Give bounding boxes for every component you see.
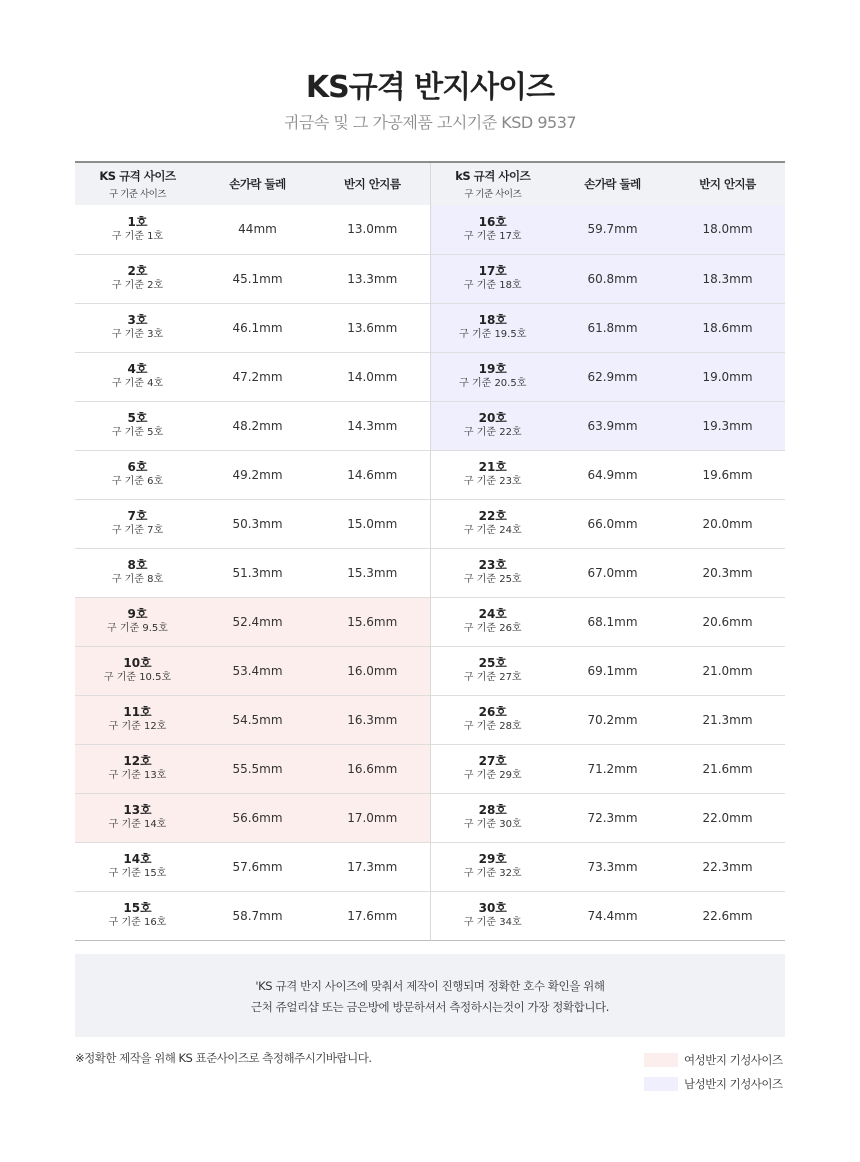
right-size: 23호 xyxy=(478,558,507,572)
legend-female-label: 여성반지 기성사이즈 xyxy=(684,1053,783,1067)
right-size-cell xyxy=(430,254,555,303)
right-size: 20호 xyxy=(478,411,507,425)
right-size: 26호 xyxy=(478,705,507,719)
left-old-size: 구 기준 1호 xyxy=(111,230,164,242)
right-diameter: 22.3mm xyxy=(702,859,753,874)
table-header-row xyxy=(75,162,785,205)
header-right-size xyxy=(430,162,555,205)
right-size-cell xyxy=(430,499,555,548)
left-size: 11호 xyxy=(123,705,152,719)
left-circumference: 52.4mm xyxy=(200,597,315,646)
right-diameter: 21.0mm xyxy=(702,663,753,678)
left-diameter: 15.0mm xyxy=(347,516,398,531)
left-circumference: 56.6mm xyxy=(200,793,315,842)
left-diameter: 15.3mm xyxy=(347,565,398,580)
table-row xyxy=(75,499,785,548)
left-size-cell xyxy=(75,450,200,499)
right-size-cell xyxy=(430,695,555,744)
left-old-size: 구 기준 2호 xyxy=(111,280,164,291)
right-circumference: 72.3mm xyxy=(587,810,638,825)
right-old-size: 구 기준 25호 xyxy=(463,574,522,585)
right-circumference: 68.1mm xyxy=(587,614,638,629)
right-diameter: 20.3mm xyxy=(702,565,753,580)
right-diameter: 19.0mm xyxy=(670,352,785,401)
left-size: 2호 xyxy=(127,264,148,278)
header-left-size-label: KS 규격 사이즈 xyxy=(99,169,176,183)
table-row xyxy=(75,450,785,499)
right-diameter: 19.6mm xyxy=(702,467,753,482)
left-old-size: 구 기준 9.5호 xyxy=(107,623,168,634)
left-size-cell xyxy=(75,695,200,744)
left-circumference: 47.2mm xyxy=(232,369,283,384)
right-old-size: 구 기준 34호 xyxy=(463,917,522,928)
right-circumference: 69.1mm xyxy=(587,663,638,678)
right-old-size: 구 기준 24호 xyxy=(463,525,522,536)
right-size-cell xyxy=(430,842,555,891)
right-circumference: 59.7mm xyxy=(555,205,670,254)
right-circumference: 71.2mm xyxy=(587,761,638,776)
right-size: 27호 xyxy=(478,754,507,768)
left-size: 12호 xyxy=(123,754,152,768)
right-size: 21호 xyxy=(478,460,507,474)
left-circumference: 55.5mm xyxy=(200,744,315,793)
right-old-size: 구 기준 28호 xyxy=(463,721,522,732)
left-size-cell xyxy=(75,499,200,548)
left-size-cell xyxy=(75,352,200,401)
left-circumference: 54.5mm xyxy=(200,695,315,744)
left-size: 13호 xyxy=(123,803,152,817)
right-size-cell xyxy=(430,401,555,450)
header-right-size-label: kS 규격 사이즈 xyxy=(455,169,531,183)
right-size: 18호 xyxy=(478,313,507,327)
header-right-diameter: 반지 안지름 xyxy=(699,177,756,191)
left-size-cell xyxy=(75,744,200,793)
left-diameter: 13.0mm xyxy=(347,222,398,237)
right-size-cell xyxy=(430,548,555,597)
header-left-circumference: 손가락 둘레 xyxy=(229,177,286,191)
left-old-size: 구 기준 8호 xyxy=(111,574,164,585)
right-old-size: 구 기준 23호 xyxy=(463,476,522,487)
table-row xyxy=(75,842,785,891)
right-size-cell xyxy=(430,303,555,352)
right-circumference: 60.8mm xyxy=(555,254,670,303)
left-size-cell xyxy=(75,891,200,940)
left-old-size: 구 기준 6호 xyxy=(111,476,164,487)
right-circumference: 64.9mm xyxy=(587,467,638,482)
right-circumference: 63.9mm xyxy=(555,401,670,450)
left-circumference: 48.2mm xyxy=(232,418,283,433)
right-diameter: 22.6mm xyxy=(702,908,753,923)
right-circumference: 74.4mm xyxy=(587,908,638,923)
left-old-size: 구 기준 16호 xyxy=(108,917,167,928)
left-circumference: 57.6mm xyxy=(232,859,283,874)
right-diameter: 22.0mm xyxy=(702,810,753,825)
note-line-1: 'KS 규격 반지 사이즈에 맞춰서 제작이 진행되며 정확한 호수 확인을 위해 xyxy=(255,979,605,993)
right-diameter: 21.3mm xyxy=(702,712,753,727)
left-size-cell xyxy=(75,646,200,695)
left-diameter: 17.3mm xyxy=(347,859,398,874)
left-old-size: 구 기준 10.5호 xyxy=(103,672,172,683)
right-circumference: 70.2mm xyxy=(587,712,638,727)
right-diameter: 21.6mm xyxy=(702,761,753,776)
left-old-size: 구 기준 5호 xyxy=(111,427,164,438)
left-circumference: 58.7mm xyxy=(232,908,283,923)
right-size-cell xyxy=(430,646,555,695)
right-size: 22호 xyxy=(478,509,507,523)
left-diameter: 16.3mm xyxy=(315,695,430,744)
table-row xyxy=(75,303,785,352)
right-old-size: 구 기준 26호 xyxy=(463,623,522,634)
right-size-cell xyxy=(430,744,555,793)
table-row xyxy=(75,548,785,597)
left-size: 3호 xyxy=(127,313,148,327)
left-size: 1호 xyxy=(127,214,148,229)
right-size-cell xyxy=(430,793,555,842)
left-diameter: 13.6mm xyxy=(347,320,398,335)
left-size-cell xyxy=(75,401,200,450)
left-diameter: 14.3mm xyxy=(347,418,398,433)
left-old-size: 구 기준 3호 xyxy=(111,329,164,340)
left-diameter: 14.6mm xyxy=(347,467,398,482)
left-old-size: 구 기준 14호 xyxy=(108,819,167,830)
right-old-size: 구 기준 29호 xyxy=(463,770,522,781)
table-row xyxy=(75,793,785,842)
ring-size-table xyxy=(75,161,785,941)
left-diameter: 16.6mm xyxy=(315,744,430,793)
left-circumference: 46.1mm xyxy=(232,320,283,335)
right-circumference: 67.0mm xyxy=(587,565,638,580)
left-circumference: 44mm xyxy=(238,222,277,237)
left-size-cell xyxy=(75,205,200,254)
right-circumference: 73.3mm xyxy=(587,859,638,874)
right-old-size: 구 기준 19.5호 xyxy=(459,329,527,340)
left-size: 4호 xyxy=(127,362,148,376)
left-size: 6호 xyxy=(127,460,148,474)
left-old-size: 구 기준 12호 xyxy=(108,721,167,732)
left-size: 15호 xyxy=(123,901,152,915)
right-size-cell xyxy=(430,597,555,646)
legend-male xyxy=(644,1076,789,1092)
right-diameter: 19.3mm xyxy=(670,401,785,450)
left-size: 10호 xyxy=(123,656,152,670)
left-size: 14호 xyxy=(123,852,152,866)
table-row xyxy=(75,891,785,940)
table-row xyxy=(75,597,785,646)
header-right-size-sub: 구 기준 사이즈 xyxy=(464,189,522,200)
left-old-size: 구 기준 7호 xyxy=(111,525,164,536)
header-left-size-sub: 구 기준 사이즈 xyxy=(108,189,167,200)
right-old-size: 구 기준 27호 xyxy=(463,672,522,683)
table-row xyxy=(75,205,785,254)
right-size-cell xyxy=(430,205,555,254)
left-size-cell xyxy=(75,842,200,891)
right-size: 28호 xyxy=(478,803,507,817)
right-size: 25호 xyxy=(478,656,507,670)
left-diameter: 16.0mm xyxy=(315,646,430,695)
right-size-cell xyxy=(430,450,555,499)
left-size-cell xyxy=(75,793,200,842)
right-old-size: 구 기준 17호 xyxy=(463,230,522,242)
left-circumference: 53.4mm xyxy=(200,646,315,695)
left-diameter: 15.6mm xyxy=(315,597,430,646)
legend-female-swatch xyxy=(644,1053,678,1067)
header-right-circumference: 손가락 둘레 xyxy=(584,177,641,191)
table-row xyxy=(75,646,785,695)
left-size: 5호 xyxy=(127,411,148,425)
left-diameter: 17.0mm xyxy=(315,793,430,842)
table-row xyxy=(75,254,785,303)
table-row xyxy=(75,744,785,793)
left-diameter: 13.3mm xyxy=(347,271,398,286)
table-row xyxy=(75,352,785,401)
left-size-cell xyxy=(75,548,200,597)
legend-male-label: 남성반지 기성사이즈 xyxy=(684,1077,783,1091)
right-old-size: 구 기준 30호 xyxy=(463,819,522,830)
page-title: KS규격 반지사이즈 xyxy=(305,70,555,105)
right-circumference: 62.9mm xyxy=(555,352,670,401)
right-size: 30호 xyxy=(478,901,507,915)
right-size-cell xyxy=(430,352,555,401)
footnote: ※정확한 제작을 위해 KS 표준사이즈로 측정해주시기바랍니다. xyxy=(75,1051,372,1065)
right-old-size: 구 기준 32호 xyxy=(463,868,522,879)
left-old-size: 구 기준 15호 xyxy=(108,868,167,879)
right-circumference: 66.0mm xyxy=(587,516,638,531)
left-old-size: 구 기준 13호 xyxy=(108,770,167,781)
right-size: 29호 xyxy=(478,852,507,866)
left-circumference: 51.3mm xyxy=(232,565,283,580)
legend-female xyxy=(644,1052,789,1068)
left-size: 9호 xyxy=(127,607,148,621)
right-old-size: 구 기준 20.5호 xyxy=(459,378,527,389)
table-row xyxy=(75,401,785,450)
left-circumference: 49.2mm xyxy=(232,467,283,482)
left-diameter: 17.6mm xyxy=(347,908,398,923)
right-diameter: 18.3mm xyxy=(670,254,785,303)
header-left-diameter: 반지 안지름 xyxy=(343,177,401,191)
left-size: 8호 xyxy=(127,558,148,572)
left-circumference: 45.1mm xyxy=(232,271,283,286)
right-old-size: 구 기준 22호 xyxy=(463,427,522,438)
right-diameter: 18.0mm xyxy=(670,205,785,254)
left-circumference: 50.3mm xyxy=(232,516,283,531)
left-size-cell xyxy=(75,303,200,352)
right-size-cell xyxy=(430,891,555,940)
right-size: 19호 xyxy=(478,362,507,376)
legend-male-swatch xyxy=(644,1077,678,1091)
note-line-2: 근처 쥬얼리샵 또는 금은방에 방문하셔서 측정하시는것이 가장 정확합니다. xyxy=(250,1000,610,1014)
measurement-note xyxy=(75,954,785,1037)
right-diameter: 20.0mm xyxy=(702,516,753,531)
right-diameter: 18.6mm xyxy=(670,303,785,352)
left-size-cell xyxy=(75,254,200,303)
left-old-size: 구 기준 4호 xyxy=(111,378,164,389)
left-size-cell xyxy=(75,597,200,646)
right-size: 24호 xyxy=(478,607,507,621)
left-size: 7호 xyxy=(127,509,148,523)
page-subtitle: 귀금속 및 그 가공제품 고시기준 KSD 9537 xyxy=(283,113,577,132)
header-left-size xyxy=(75,162,200,205)
right-diameter: 20.6mm xyxy=(702,614,753,629)
left-diameter: 14.0mm xyxy=(347,369,398,384)
right-size: 16호 xyxy=(478,214,507,229)
right-circumference: 61.8mm xyxy=(555,303,670,352)
right-size: 17호 xyxy=(478,264,507,278)
table-row xyxy=(75,695,785,744)
right-old-size: 구 기준 18호 xyxy=(463,280,522,291)
